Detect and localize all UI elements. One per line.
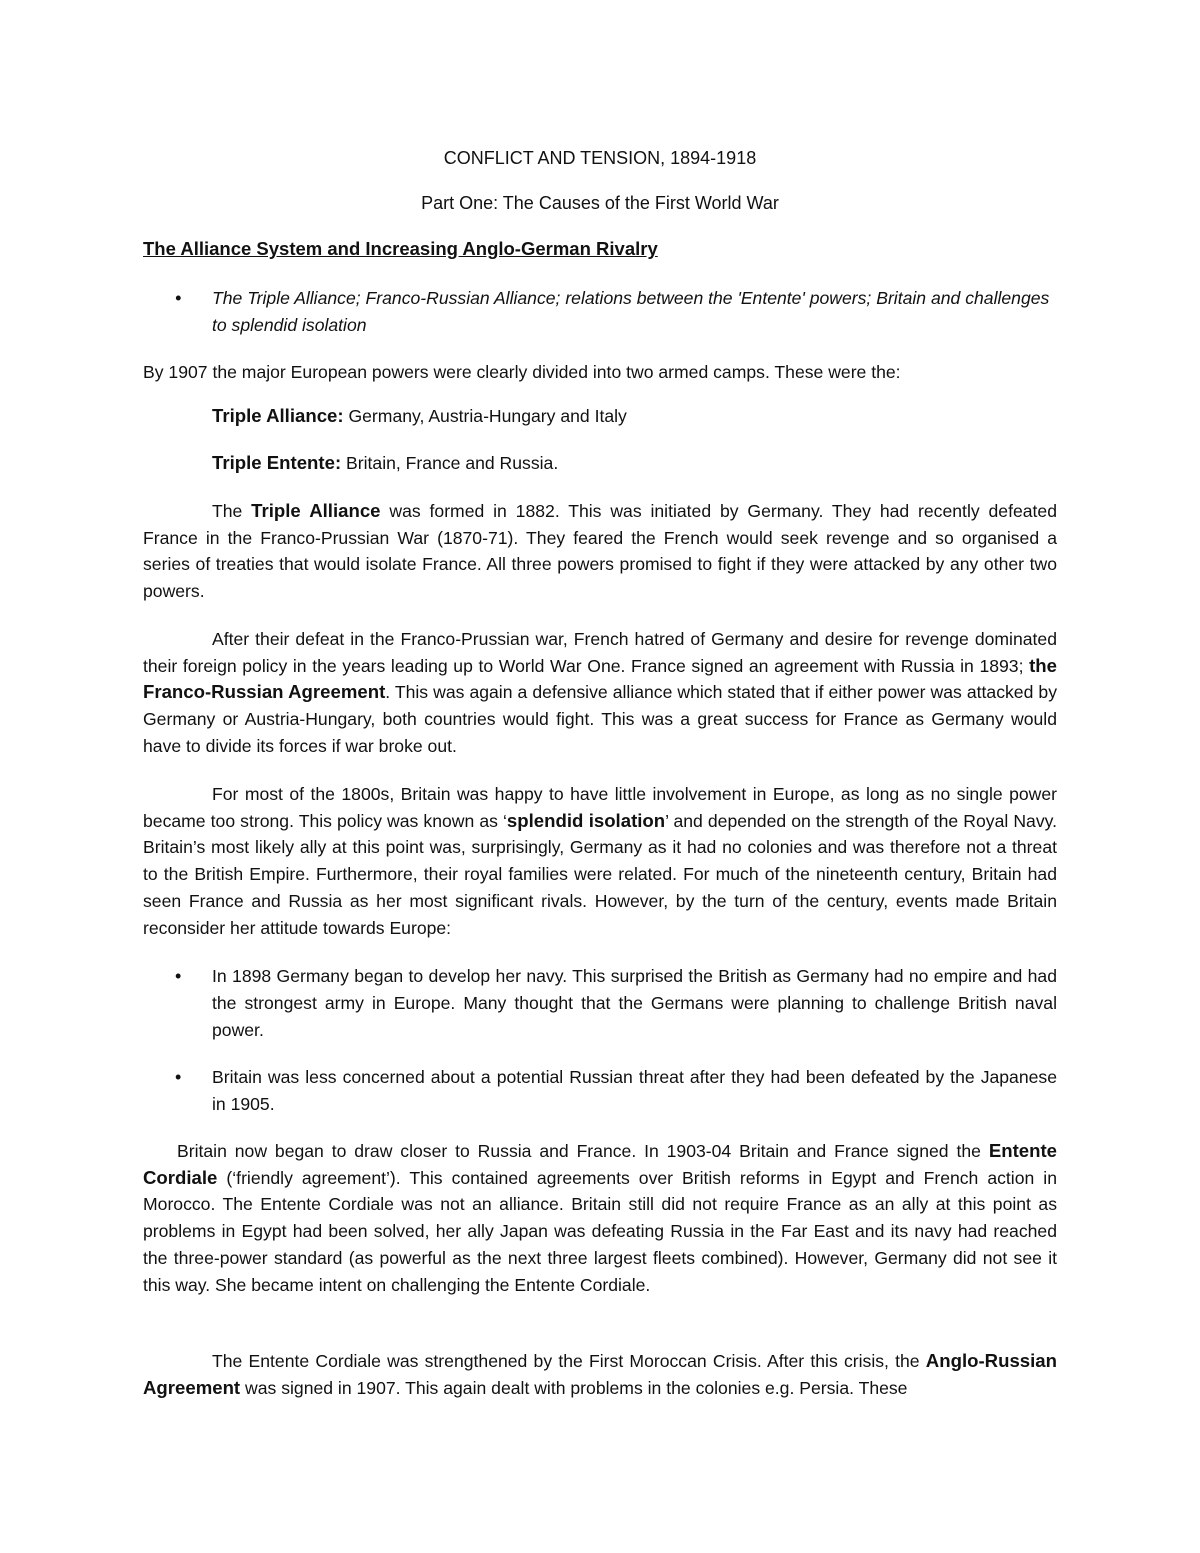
p5-bold: Anglo-Russian Agreement	[143, 1350, 1057, 1398]
bullet-icon: •	[175, 1067, 182, 1087]
camp1-members: Germany, Austria-Hungary and Italy	[343, 406, 627, 426]
p2-text-c: . This was again a defensive alliance which stated that if either power was attacked by Germany or Austria-Hungary, both countries would fight. This was a great success for France as Germany would have to divide its forces if war broke out.	[143, 682, 1057, 756]
camp-triple-entente	[212, 452, 558, 474]
p5-text-c: was signed in 1907. This again dealt with problems in the colonies e.g. Persia. These	[240, 1377, 908, 1398]
paragraph-splendid-isolation	[143, 781, 1057, 941]
camp1-label: Triple Alliance:	[212, 405, 344, 426]
p5-text-a: The Entente Cordiale was strengthened by the First Moroccan Crisis. After this crisis, the	[212, 1351, 926, 1371]
document-title: CONFLICT AND TENSION, 1894-1918	[443, 148, 757, 168]
p2-bold: the Franco-Russian Agreement	[143, 654, 1057, 703]
p4-text-c: (‘friendly agreement’). This contained agreements over British reforms in Egypt and French action in Morocco. The Entente Cordiale was not an alliance. Britain still did not require France as an ally at this point as problems in Egypt had been solved, her ally Japan was defeating Russia in the Far East and its navy had reached the three-power standard (as powerful as the next three largest fleets combined). However, Germany did not see it this way. She became intent on challenging the Entente Cordiale.	[143, 1167, 1057, 1295]
camp2-members: Britain, France and Russia.	[341, 453, 559, 473]
p3-bold: splendid isolation	[506, 809, 666, 831]
p4-text-a: Britain now began to draw closer to Russia and France. In 1903-04 Britain and France signed the	[177, 1141, 989, 1161]
bullet-russian-threat	[143, 1064, 1057, 1118]
topics-text: The Triple Alliance; Franco-Russian Alliance; relations between the 'Entente' powers; Britain and challenges to splendid isolation	[212, 288, 1050, 335]
bullet2-text: Britain was less concerned about a potential Russian threat after they had been defeated by the Japanese in 1905.	[212, 1067, 1057, 1114]
camp2-label: Triple Entente:	[212, 452, 342, 473]
paragraph-anglo-russian	[143, 1348, 1057, 1401]
p1-text-a: The	[212, 501, 252, 521]
paragraph-triple-alliance	[143, 498, 1057, 605]
paragraph-entente-cordiale	[143, 1138, 1057, 1298]
document-subtitle: Part One: The Causes of the First World War	[421, 193, 779, 213]
topics-bullet	[143, 285, 1057, 339]
bullet-icon: •	[175, 288, 182, 308]
p1-text-c: was formed in 1882. This was initiated by Germany. They had recently defeated France in the Franco-Prussian War (1870-71). They feared the French would seek revenge and so organised a series of treaties that would isolate France. All three powers promised to fight if they were attacked by any other two powers.	[143, 501, 1057, 602]
p4-bold: Entente Cordiale	[143, 1140, 1057, 1188]
camp-triple-alliance	[212, 405, 627, 427]
p2-text-a: After their defeat in the Franco-Prussian war, French hatred of Germany and desire for revenge dominated their foreign policy in the years leading up to World War One. France signed an agreement with Russia in 1893;	[143, 629, 1057, 676]
bullet-german-navy	[143, 963, 1057, 1044]
section-heading: The Alliance System and Increasing Anglo-German Rivalry	[143, 238, 658, 259]
intro-paragraph: By 1907 the major European powers were clearly divided into two armed camps. These were the:	[143, 362, 901, 382]
bullet-icon: •	[175, 966, 182, 986]
p3-text-a: For most of the 1800s, Britain was happy to have little involvement in Europe, as long as no single power became too strong. This policy was known as ‘	[143, 784, 1057, 831]
paragraph-franco-russian	[143, 626, 1057, 760]
p1-bold: Triple Alliance	[251, 500, 381, 521]
bullet1-text: In 1898 Germany began to develop her navy. This surprised the British as Germany had no empire and had the strongest army in Europe. Many thought that the Germans were planning to challenge British naval power.	[212, 966, 1057, 1040]
p3-text-c: ’ and depended on the strength of the Royal Navy. Britain’s most likely ally at this point was, surprisingly, Germany as it had no colonies and was therefore not a threat to the British Empire. Furthermore, their royal families were related. For much of the nineteenth century, Britain had seen France and Russia as her most significant rivals. However, by the turn of the century, events made Britain reconsider her attitude towards Europe:	[143, 810, 1057, 938]
